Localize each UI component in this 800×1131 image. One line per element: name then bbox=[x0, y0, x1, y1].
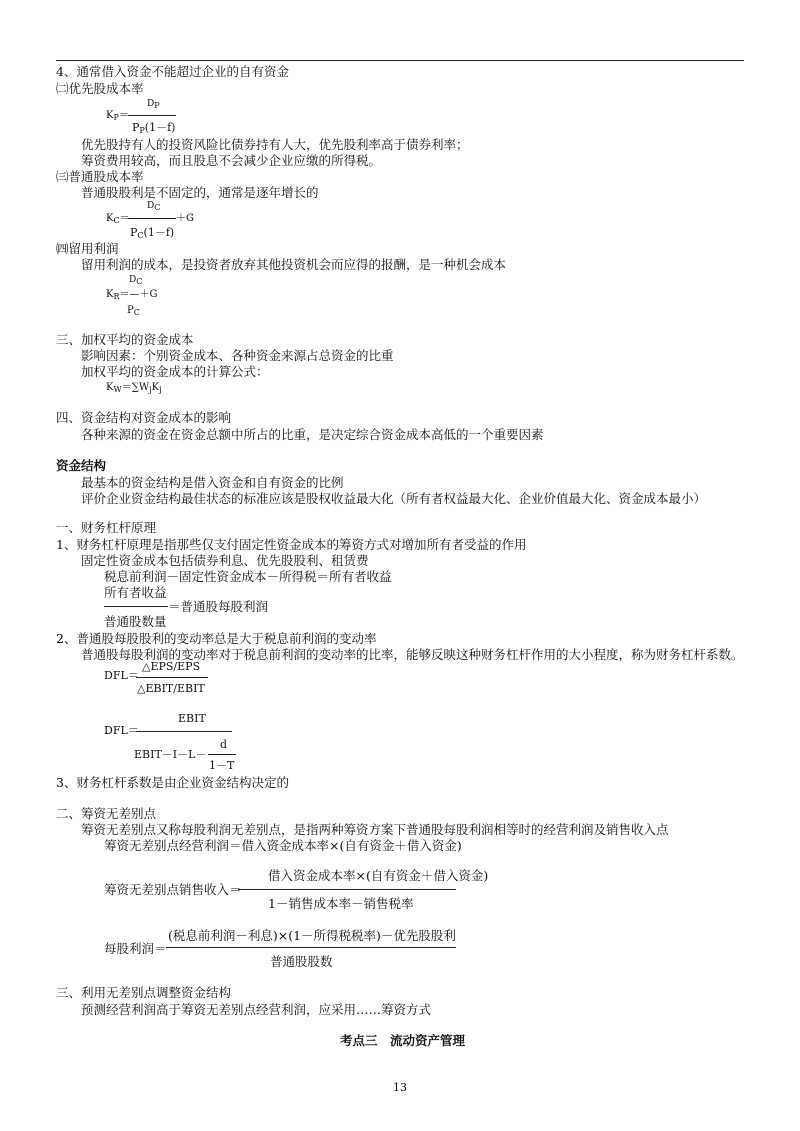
formula-kr-denominator: $P_C$ bbox=[127, 305, 140, 317]
formula-eps-numerator: (税息前利润－利息)×(1－所得税税率)－优先股股利 bbox=[168, 928, 456, 943]
formula-kr-lhs: $K_R=—+G$ bbox=[106, 289, 158, 301]
page-number: 13 bbox=[393, 1081, 407, 1094]
formula-sales-denominator: 1－销售成本率－销售税率 bbox=[268, 896, 414, 911]
formula-kr-numerator: $D_C$ bbox=[129, 275, 143, 286]
text-line: 普通股股利是不固定的，通常是逐年增长的 bbox=[81, 185, 319, 200]
text-line: 最基本的资金结构是借入资金和自有资金的比例 bbox=[81, 475, 344, 490]
text-line: 2、普通股每股股利的变动率总是大于税息前利润的变动率 bbox=[56, 631, 377, 646]
section-heading: 三、利用无差别点调整资金结构 bbox=[56, 985, 232, 1000]
formula-kc-plus: ＋G bbox=[176, 213, 194, 224]
text-line: 评价企业资金结构最佳状态的标准应该是股权收益最大化（所有者权益最大化、企业价值最大化、资金成本最小） bbox=[81, 491, 707, 506]
formula-dfl2-d: d bbox=[220, 738, 228, 751]
fraction-bar bbox=[208, 754, 236, 755]
formula-sales-lhs: 筹资无差别点销售收入＝ bbox=[104, 882, 242, 897]
text-line: 普通股每股利润的变动率对于税息前利润的变动率的比率，能够反映这种财务杠杆作用的大小程度，称为财务杠杆系数。 bbox=[81, 647, 744, 662]
text-line: 税息前利润－固定性资金成本－所得税＝所有者收益 bbox=[104, 569, 392, 584]
formula-kc-denominator: $P_C(1-f)$ bbox=[130, 226, 175, 240]
section-heading: ㈡优先股成本率 bbox=[56, 81, 144, 96]
fraction-bar bbox=[128, 218, 176, 219]
formula-kp-denominator: $P_P(1-f)$ bbox=[132, 121, 176, 135]
formula-kc-lhs: $K_C=$ bbox=[106, 213, 130, 225]
text-line: 筹资无差别点又称每股利润无差别点，是指两种筹资方案下普通股每股利润相等时的经营利润及销售收入点 bbox=[81, 822, 669, 837]
formula-kp-lhs: $K_P=$ bbox=[106, 110, 129, 122]
section-title: 资金结构 bbox=[56, 458, 107, 473]
section-heading: 四、资金结构对资金成本的影响 bbox=[56, 410, 232, 425]
formula-dfl1-lhs: DFL＝ bbox=[104, 669, 139, 682]
section-heading: 二、筹资无差别点 bbox=[56, 806, 157, 821]
formula-kc-numerator: $D_C$ bbox=[147, 201, 161, 212]
formula-eps-lhs: 每股利润＝ bbox=[104, 941, 167, 956]
text-line: 筹资费用较高，而且股息不会减少企业应缴的所得税。 bbox=[81, 153, 382, 168]
fraction-bar bbox=[136, 731, 232, 732]
text-line: 筹资无差别点经营利润＝借入资金成本率×(自有资金＋借入资金) bbox=[104, 838, 462, 853]
formula-sales-numerator: 借入资金成本率×(自有资金＋借入资金) bbox=[268, 868, 489, 883]
text-line: 各种来源的资金在资金总额中所占的比重，是决定综合资金成本高低的一个重要因素 bbox=[81, 427, 544, 442]
section-heading: ㈣留用利润 bbox=[56, 241, 119, 256]
text-line: 4、通常借入资金不能超过企业的自有资金 bbox=[56, 64, 289, 79]
formula-dfl2-t: 1－T bbox=[209, 759, 235, 772]
text-line: 加权平均的资金成本的计算公式： bbox=[81, 364, 269, 379]
formula-eps-denominator: 普通股股数 bbox=[270, 954, 333, 969]
text-line: 所有者收益 bbox=[104, 585, 167, 600]
formula-dfl1-denominator: △EBIT/EBIT bbox=[137, 682, 205, 695]
text-line: 普通股数量 bbox=[104, 614, 167, 629]
fraction-bar bbox=[238, 889, 456, 890]
header-rule bbox=[56, 60, 744, 61]
formula-dfl2-denominator: EBIT－I－L－ bbox=[134, 748, 207, 761]
section-heading: ㈢普通股成本率 bbox=[56, 169, 144, 184]
fraction-bar bbox=[128, 115, 176, 116]
text-line: 预测经营利润高于筹资无差别点经营利润，应采用……筹资方式 bbox=[81, 1002, 432, 1017]
text-line: 优先股持有人的投资风险比债券持有人大，优先股利率高于债券利率； bbox=[81, 137, 469, 152]
section-heading: 一、财务杠杆原理 bbox=[56, 520, 157, 535]
formula-dfl2-numerator: EBIT bbox=[178, 712, 206, 725]
formula-dfl1-numerator: △EPS/EPS bbox=[142, 660, 201, 673]
formula-dfl2-lhs: DFL＝ bbox=[104, 724, 139, 737]
text-line: 固定性资金成本包括债券利息、优先股股利、租赁费 bbox=[81, 553, 369, 568]
fraction-bar bbox=[104, 606, 168, 607]
formula-kp-numerator: $D_P$ bbox=[147, 99, 160, 110]
text-line: 留用利润的成本，是投资者放弃其他投资机会而应得的报酬，是一种机会成本 bbox=[81, 257, 507, 272]
section-heading: 三、加权平均的资金成本 bbox=[56, 332, 194, 347]
section-title: 考点三 流动资产管理 bbox=[340, 1033, 466, 1048]
text-line: 3、财务杠杆系数是由企业资金结构决定的 bbox=[56, 775, 289, 790]
fraction-bar bbox=[136, 677, 208, 678]
fraction-bar bbox=[166, 947, 456, 948]
text-line: 影响因素：个别资金成本、各种资金来源占总资金的比重 bbox=[81, 348, 394, 363]
formula-kw: $K_W=\sum W_jK_j$ bbox=[106, 382, 162, 394]
text-line: 1、财务杠杆原理是指那些仅支付固定性资金成本的筹资方式对增加所有者受益的作用 bbox=[56, 537, 527, 552]
text-line: ＝普通股每股利润 bbox=[168, 599, 269, 614]
